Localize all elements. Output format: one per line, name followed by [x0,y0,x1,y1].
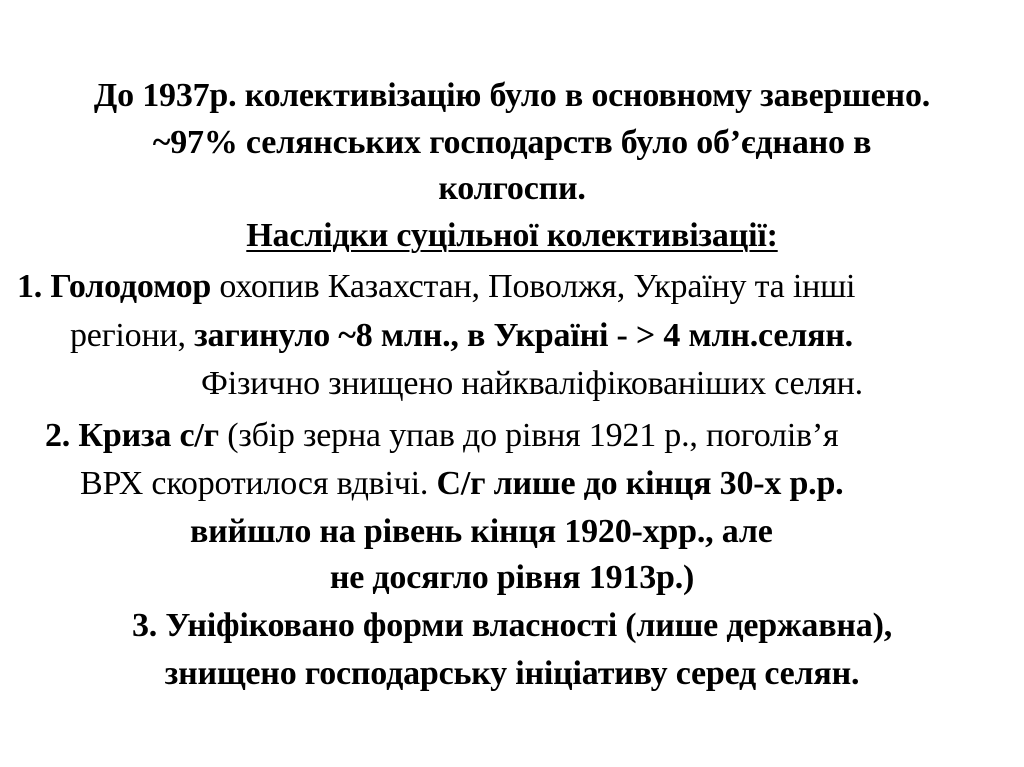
item-2-line-3: вийшло на рівень кінця 1920-хрр., але [190,513,773,550]
item-1-line-1 [17,264,1017,310]
item-2-bold-b: С/г лише до кінця 30-х р.р. [436,465,844,502]
item-2-line-1 [45,413,1015,459]
item-1-term: Голодомор [50,268,212,305]
section-heading-text: Наслідки суцільної колективізації: [246,217,778,254]
item-1-line-2 [70,313,1020,359]
item-1-number: 1. [17,268,43,305]
item-2-term: Криза с/г [78,417,219,454]
item-3-line-2: знищено господарську ініціативу серед селян. [164,655,860,692]
intro-line-3: колгоспи. [438,170,586,207]
section-heading [0,213,1024,259]
item-1-text-b: регіони, [70,317,195,354]
item-1-text-a: охопив Казахстан, Поволжя, Україну та інші [211,268,856,305]
intro-line-2: ~97% селянських господарств було об’єднано в [152,124,872,161]
item-2-text-a: (збір зерна упав до рівня 1921 р., поголів’я [218,417,839,454]
item-2-line-2 [80,461,1020,507]
item-2-text-b: ВРХ скоротилося вдвічі. [80,465,437,502]
item-2-line-4: не досягло рівня 1913р.) [329,559,695,596]
item-1-line-3: Фізично знищено найкваліфікованіших селян. [201,365,863,402]
item-2-number: 2. [45,417,71,454]
item-1-bold-b: загинуло ~8 млн., в Україні - > 4 млн.селян. [194,317,853,354]
item-3-line-1: 3. Уніфіковано форми власності (лише державна), [132,607,892,644]
intro-line-1: До 1937р. колективізацію було в основному завершено. [93,77,931,114]
